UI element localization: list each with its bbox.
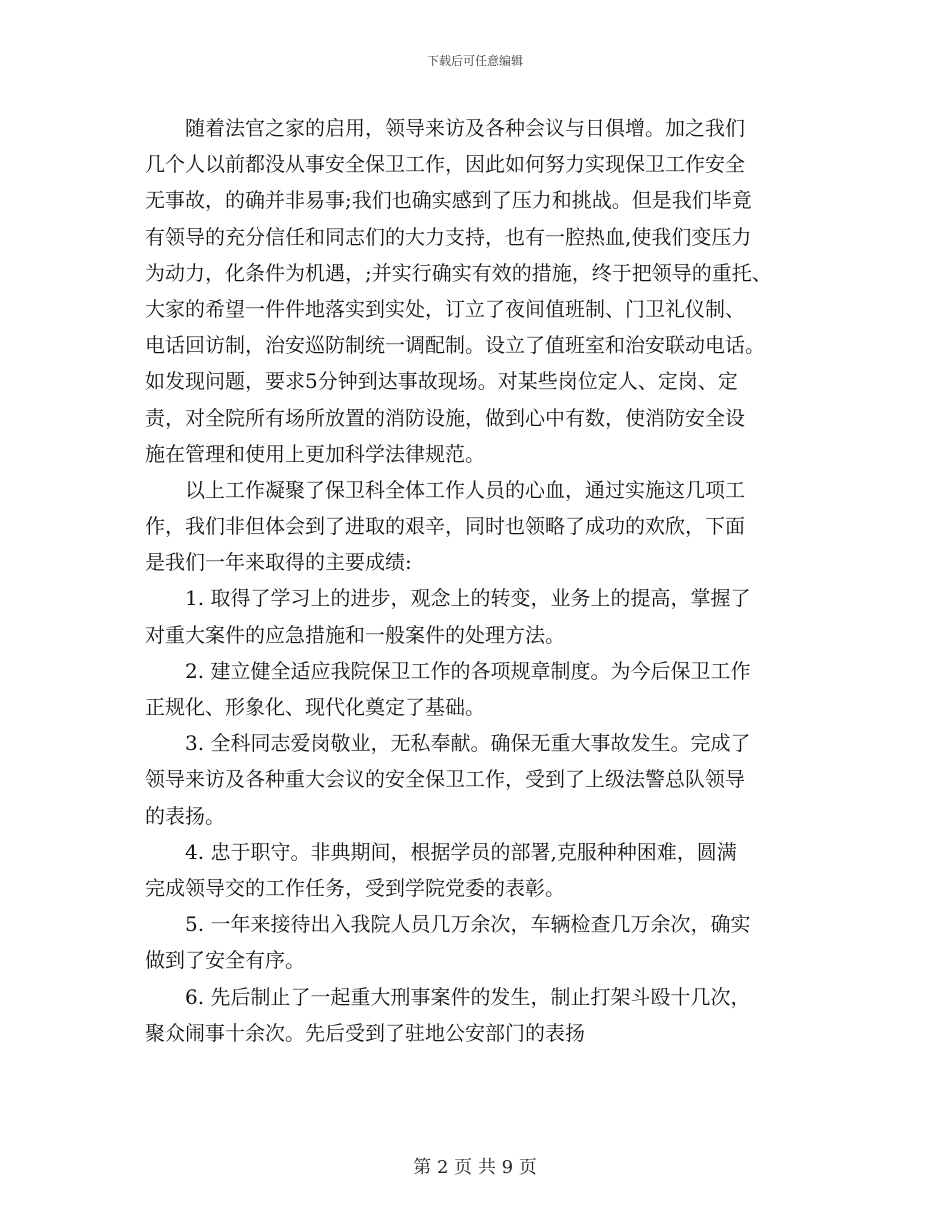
list-item-1-line: 对重大案件的应急措施和一般案件的处理方法。 bbox=[145, 622, 565, 647]
document-body bbox=[145, 110, 815, 1051]
page-number-footer: 第 2 页 共 9 页 bbox=[413, 1157, 537, 1178]
paragraph-1-line: 无事故，的确并非易事;我们也确实感到了压力和挑战。但是我们毕竟 bbox=[145, 188, 752, 213]
paragraph-1-line: 几个人以前都没从事安全保卫工作，因此如何努力实现保卫工作安全 bbox=[145, 152, 745, 177]
paragraph-1-line: 责，对全院所有场所放置的消防设施，做到心中有数，使消防安全设 bbox=[145, 405, 745, 430]
paragraph-1-line: 有领导的充分信任和同志们的大力支持，也有一腔热血,使我们变压力 bbox=[145, 224, 752, 249]
list-item-4-line: 完成领导交的工作任务，受到学院党委的表彰。 bbox=[145, 875, 565, 900]
paragraph-1-line: 电话回访制，治安巡防制统一调配制。设立了值班室和治安联动电话。 bbox=[145, 333, 765, 358]
list-item-5-line: 做到了安全有序。 bbox=[145, 948, 305, 973]
paragraph-1-line: 如发现问题，要求5分钟到达事故现场。对某些岗位定人、定岗、定 bbox=[145, 369, 738, 394]
list-item-4-line: 4. 忠于职守。非典期间，根据学员的部署,克服种种困难，圆满 bbox=[185, 839, 737, 864]
paragraph-2-line: 是我们一年来取得的主要成绩: bbox=[145, 550, 412, 575]
paragraph-1-line: 随着法官之家的启用，领导来访及各种会议与日俱增。加之我们 bbox=[185, 116, 745, 140]
paragraph-2-line: 以上工作凝聚了保卫科全体工作人员的心血，通过实施这几项工 bbox=[185, 477, 745, 502]
list-item-6-line: 聚众闹事十余次。先后受到了驻地公安部门的表扬 bbox=[145, 1020, 585, 1045]
paragraph-1-line: 施在管理和使用上更加科学法律规范。 bbox=[145, 441, 485, 466]
list-item-2-line: 正规化、形象化、现代化奠定了基础。 bbox=[145, 695, 485, 719]
paragraph-1-line: 大家的希望一件件地落实到实处，订立了夜间值班制、门卫礼仪制、 bbox=[145, 296, 745, 321]
list-item-3-line: 领导来访及各种重大会议的安全保卫工作，受到了上级法警总队领导 bbox=[145, 767, 745, 792]
page-header-note: 下载后可任意编辑 bbox=[426, 54, 523, 68]
list-item-6-line: 6. 先后制止了一起重大刑事案件的发生，制止打架斗殴十几次， bbox=[185, 984, 751, 1009]
list-item-2-line: 2. 建立健全适应我院保卫工作的各项规章制度。为今后保卫工作 bbox=[185, 658, 751, 683]
list-item-5-line: 5. 一年来接待出入我院人员几万余次，车辆检查几万余次，确实 bbox=[185, 912, 751, 937]
paragraph-2-line: 作，我们非但体会到了进取的艰辛，同时也领略了成功的欢欣，下面 bbox=[145, 514, 745, 539]
paragraph-1-line: 为动力，化条件为机遇，;并实行确实有效的措施，终于把领导的重托、 bbox=[145, 260, 772, 285]
list-item-1-line: 1. 取得了学习上的进步，观念上的转变，业务上的提高，掌握了 bbox=[185, 586, 751, 611]
list-item-3-line: 3. 全科同志爱岗敬业，无私奉献。确保无重大事故发生。完成了 bbox=[185, 731, 751, 756]
list-item-3-line: 的表扬。 bbox=[145, 803, 225, 828]
